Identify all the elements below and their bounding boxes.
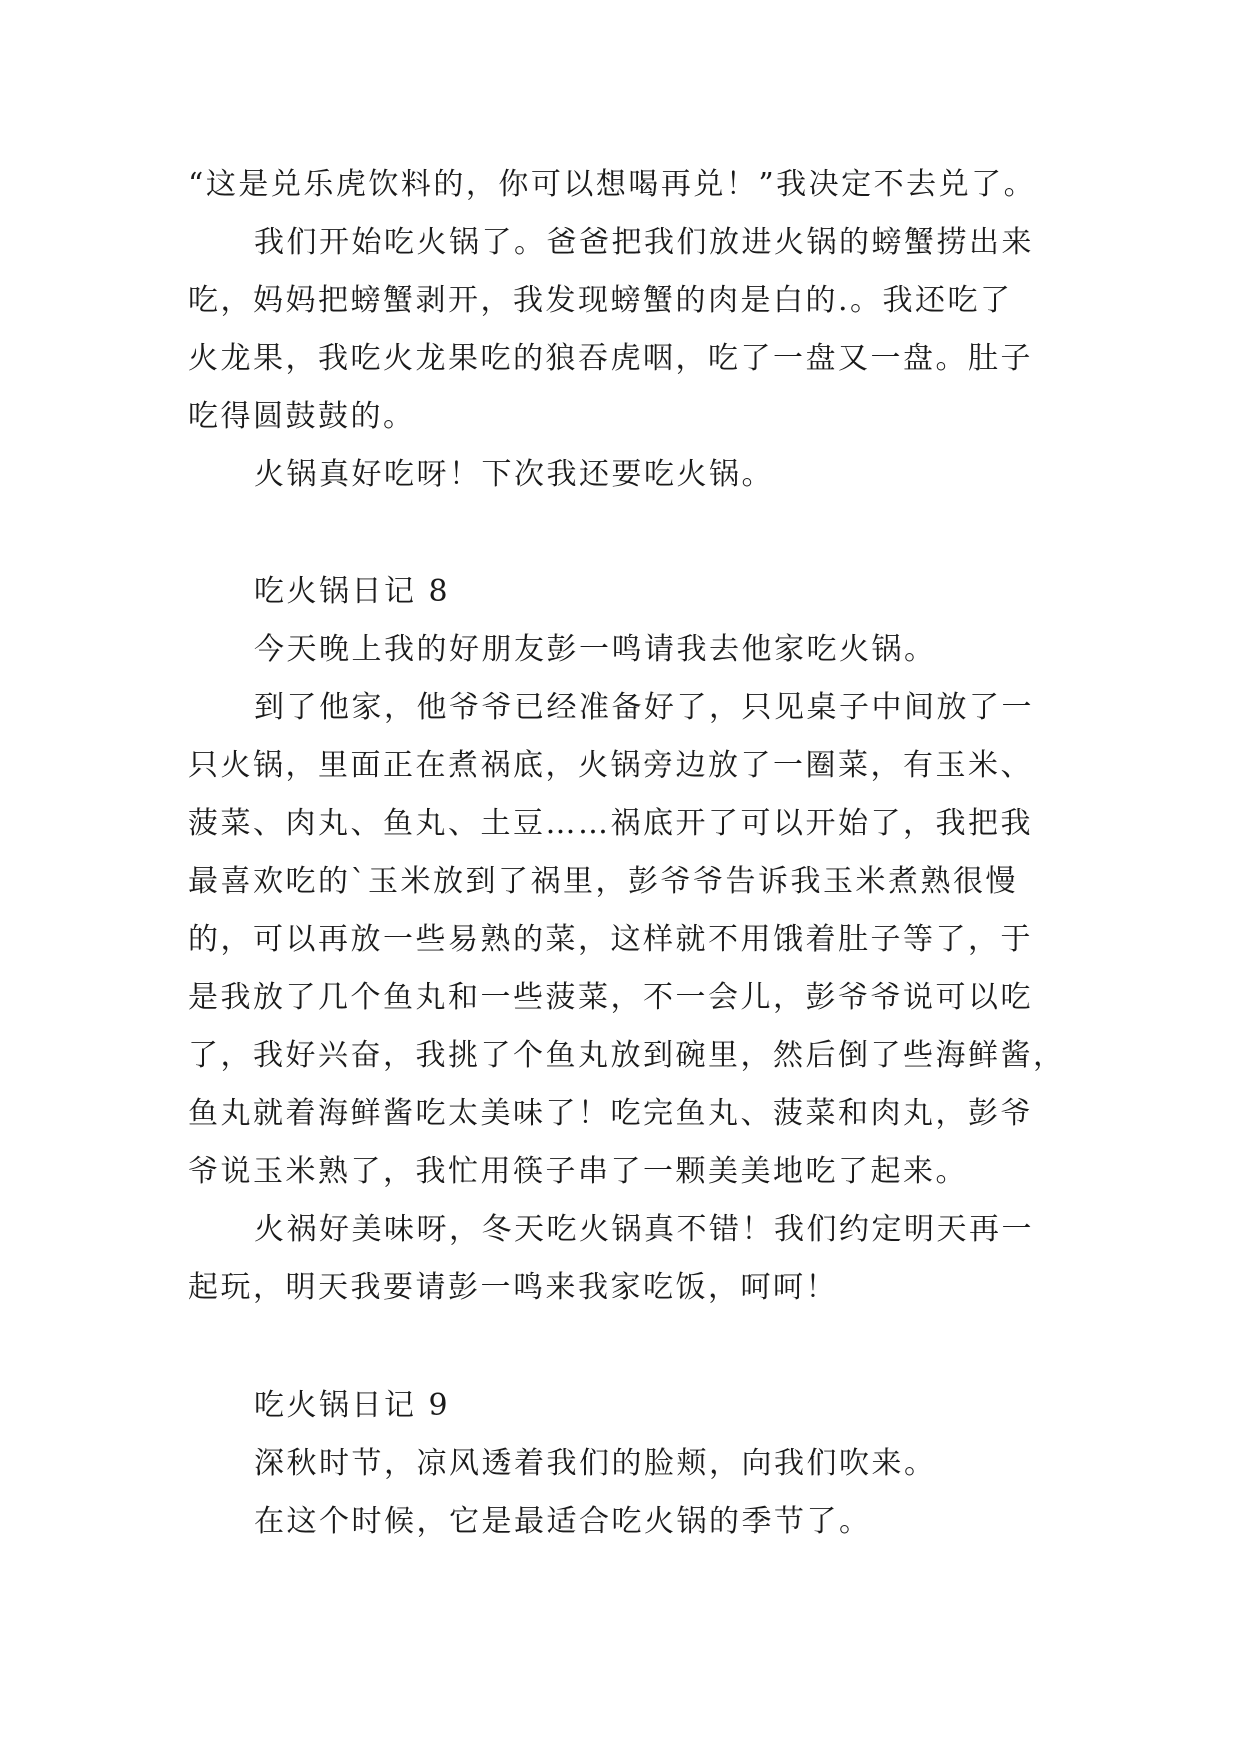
text-line: 火锅真好吃呀！下次我还要吃火锅。	[254, 457, 774, 492]
text-line: 爷说玉米熟了，我忙用筷子串了一颗美美地吃了起来。	[188, 1154, 968, 1189]
text-line: 了，我好兴奋，我挑了个鱼丸放到碗里，然后倒了些海鲜酱，	[188, 1038, 1066, 1073]
text-line: 今天晚上我的好朋友彭一鸣请我去他家吃火锅。	[254, 632, 937, 667]
text-line: 鱼丸就着海鲜酱吃太美味了！吃完鱼丸、菠菜和肉丸，彭爷	[188, 1096, 1033, 1131]
text-line: 火祸好美味呀，冬天吃火锅真不错！我们约定明天再一	[254, 1212, 1034, 1247]
text-line: 的，可以再放一些易熟的菜，这样就不用饿着肚子等了，于	[188, 922, 1033, 957]
text-line: 火龙果，我吃火龙果吃的狼吞虎咽，吃了一盘又一盘。肚子	[188, 341, 1033, 376]
text-line: 菠菜、肉丸、鱼丸、土豆……祸底开了可以开始了，我把我	[188, 806, 1033, 841]
text-line: 到了他家，他爷爷已经准备好了，只见桌子中间放了一	[254, 690, 1034, 725]
text-line: 深秋时节，凉风透着我们的脸颊，向我们吹来。	[254, 1446, 937, 1481]
text-line: 我们开始吃火锅了。爸爸把我们放进火锅的螃蟹捞出来	[254, 225, 1034, 260]
text-line: 吃得圆鼓鼓的。	[188, 399, 416, 434]
section-heading: 吃火锅日记 8	[254, 574, 451, 609]
text-line: 在这个时候，它是最适合吃火锅的季节了。	[254, 1504, 872, 1539]
text-line: 最喜欢吃的`玉米放到了祸里，彭爷爷告诉我玉米煮熟很慢	[188, 864, 1018, 899]
text-line: 起玩，明天我要请彭一鸣来我家吃饭，呵呵！	[188, 1270, 838, 1305]
text-line: “这是兑乐虎饮料的，你可以想喝再兑！”我决定不去兑了。	[188, 167, 1037, 202]
section-heading: 吃火锅日记 9	[254, 1388, 451, 1423]
text-line: 吃，妈妈把螃蟹剥开，我发现螃蟹的肉是白的.。我还吃了	[188, 283, 1013, 318]
text-line: 只火锅，里面正在煮祸底，火锅旁边放了一圈菜，有玉米、	[188, 748, 1033, 783]
text-line: 是我放了几个鱼丸和一些菠菜，不一会儿，彭爷爷说可以吃	[188, 980, 1033, 1015]
